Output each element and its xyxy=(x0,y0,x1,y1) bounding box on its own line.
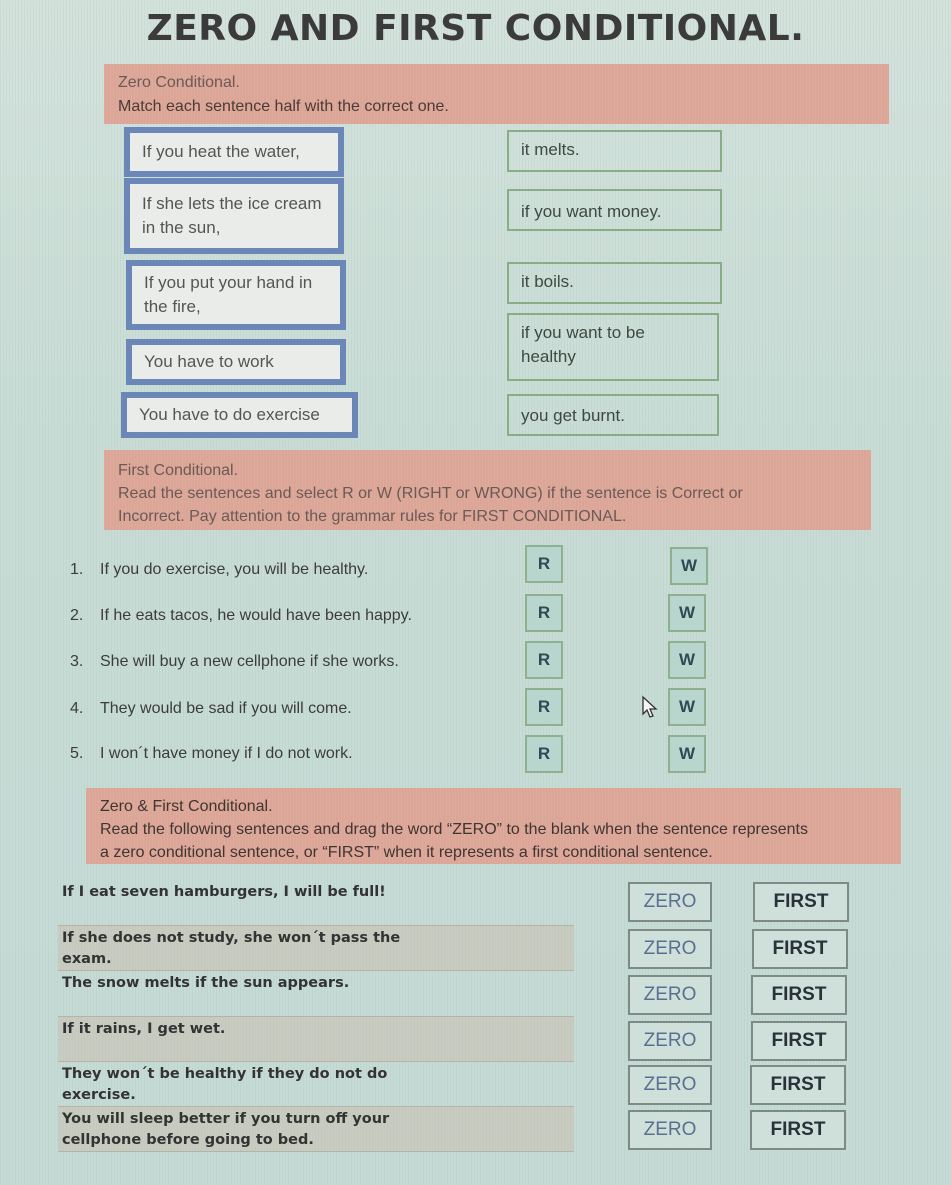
sentence-row-4 xyxy=(58,1016,574,1062)
section-instruction-line2: Incorrect. Pay attention to the grammar rules for FIRST CONDITIONAL. xyxy=(118,508,627,525)
sentence-text: If I eat seven hamburgers, I will be full! xyxy=(62,884,386,900)
match-right-card-3[interactable] xyxy=(507,262,722,304)
section-heading: Zero & First Conditional. xyxy=(100,798,273,815)
wrong-button-4[interactable]: W xyxy=(668,688,706,726)
first-tile-6[interactable]: FIRST xyxy=(750,1110,846,1150)
match-right-card-4[interactable] xyxy=(507,313,719,381)
card-text: if you want money. xyxy=(521,202,662,221)
right-button-4[interactable]: R xyxy=(525,688,563,726)
question-row-3 xyxy=(70,653,399,671)
match-left-card-2[interactable] xyxy=(124,178,344,254)
mouse-cursor-icon xyxy=(641,695,659,719)
match-left-card-1[interactable] xyxy=(124,127,344,177)
question-text: She will buy a new cellphone if she works. xyxy=(100,653,399,670)
question-number: 2. xyxy=(70,607,84,624)
right-button-5[interactable]: R xyxy=(525,735,563,773)
question-text: They would be sad if you will come. xyxy=(100,700,352,717)
section-instruction: Match each sentence half with the correct one. xyxy=(118,98,449,115)
section-instruction-line1: Read the sentences and select R or W (RIGHT or WRONG) if the sentence is Correct or xyxy=(118,485,743,502)
card-text: it melts. xyxy=(521,140,580,159)
card-text: If you put your hand in the fire, xyxy=(144,273,313,316)
card-text: You have to work xyxy=(144,352,274,371)
card-text: you get burnt. xyxy=(521,406,625,425)
question-number: 1. xyxy=(70,561,84,578)
sentence-text-cont: cellphone before going to bed. xyxy=(62,1132,314,1148)
sentence-row-2 xyxy=(58,925,574,971)
card-text: if you want to be healthy xyxy=(521,323,645,366)
sentence-text: If she does not study, she won´t pass the xyxy=(62,930,401,946)
match-left-card-3[interactable] xyxy=(126,260,346,330)
wrong-button-2[interactable]: W xyxy=(668,594,706,632)
question-text: I won´t have money if I do not work. xyxy=(100,745,353,762)
question-row-1 xyxy=(70,561,368,579)
zero-tile-1[interactable]: ZERO xyxy=(628,882,712,922)
question-text: If you do exercise, you will be healthy. xyxy=(100,561,369,578)
question-number: 4. xyxy=(70,700,84,717)
first-tile-3[interactable]: FIRST xyxy=(751,975,847,1015)
sentence-row-6 xyxy=(58,1106,574,1152)
section-heading: Zero Conditional. xyxy=(118,74,240,91)
first-tile-2[interactable]: FIRST xyxy=(752,929,848,969)
card-text: it boils. xyxy=(521,272,574,291)
question-number: 3. xyxy=(70,653,84,670)
wrong-button-3[interactable]: W xyxy=(668,641,706,679)
match-left-card-5[interactable] xyxy=(121,392,358,438)
section-zero-first-banner xyxy=(86,788,901,864)
zero-tile-5[interactable]: ZERO xyxy=(628,1065,712,1105)
sentence-text: You will sleep better if you turn off your xyxy=(62,1111,390,1127)
right-button-3[interactable]: R xyxy=(525,641,563,679)
card-text: You have to do exercise xyxy=(139,405,320,424)
section-heading: First Conditional. xyxy=(118,462,239,479)
zero-tile-2[interactable]: ZERO xyxy=(628,929,712,969)
sentence-text-cont: exercise. xyxy=(62,1087,136,1103)
sentence-row-3 xyxy=(58,971,574,1016)
first-tile-1[interactable]: FIRST xyxy=(753,882,849,922)
match-right-card-2[interactable] xyxy=(507,189,722,231)
first-tile-4[interactable]: FIRST xyxy=(751,1021,847,1061)
card-text: If you heat the water, xyxy=(142,142,300,161)
right-button-2[interactable]: R xyxy=(525,594,563,632)
sentence-text-cont: exam. xyxy=(62,951,112,967)
question-row-5 xyxy=(70,745,353,763)
question-row-2 xyxy=(70,607,412,625)
question-number: 5. xyxy=(70,745,84,762)
zero-tile-6[interactable]: ZERO xyxy=(628,1110,712,1150)
section-first-conditional-banner xyxy=(104,450,871,530)
card-text: If she lets the ice cream in the sun, xyxy=(142,194,322,237)
section-instruction-line1: Read the following sentences and drag the word “ZERO” to the blank when the sentence represents xyxy=(100,821,808,838)
sentence-text: They won´t be healthy if they do not do xyxy=(62,1066,388,1082)
first-tile-5[interactable]: FIRST xyxy=(750,1065,846,1105)
zero-tile-3[interactable]: ZERO xyxy=(628,975,712,1015)
sentence-row-1 xyxy=(58,880,574,925)
match-left-card-4[interactable] xyxy=(126,339,346,385)
wrong-button-1[interactable]: W xyxy=(670,547,708,585)
question-row-4 xyxy=(70,700,352,718)
right-button-1[interactable]: R xyxy=(525,545,563,583)
sentence-row-5 xyxy=(58,1062,574,1106)
match-right-card-5[interactable] xyxy=(507,394,719,436)
section-zero-conditional-banner xyxy=(104,64,889,124)
sentence-text: The snow melts if the sun appears. xyxy=(62,975,350,991)
match-right-card-1[interactable] xyxy=(507,130,722,172)
sentence-text: If it rains, I get wet. xyxy=(62,1021,226,1037)
section-instruction-line2: a zero conditional sentence, or “FIRST” when it represents a first conditional sentence. xyxy=(100,844,713,861)
zero-tile-4[interactable]: ZERO xyxy=(628,1021,712,1061)
wrong-button-5[interactable]: W xyxy=(668,735,706,773)
page-title: ZERO AND FIRST CONDITIONAL. xyxy=(146,8,805,49)
question-text: If he eats tacos, he would have been happy. xyxy=(100,607,412,624)
